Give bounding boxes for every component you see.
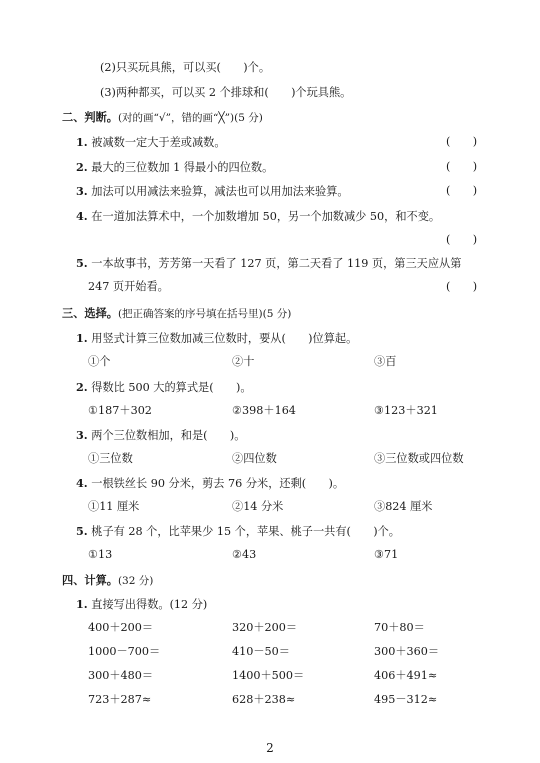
calc-expression: 300＋360＝ <box>374 645 440 658</box>
item-number: 3. <box>76 184 88 198</box>
item-text: 最大的三位数加 1 得最小的四位数。 <box>91 161 274 174</box>
item-number: 5. <box>76 256 88 270</box>
item-number: 2. <box>76 160 88 174</box>
answer-paren: ( ) <box>446 135 478 148</box>
section-4-heading <box>62 573 153 588</box>
item-number: 4. <box>76 476 88 490</box>
section-4-title: 四、计算。 <box>62 573 118 587</box>
item-text: 桃子有 28 个，比苹果少 15 个，苹果、桃子一共有( )个。 <box>91 525 400 538</box>
answer-paren: ( ) <box>446 233 478 246</box>
section-2-title: 二、判断。 <box>62 110 118 124</box>
item-text: 一本故事书，芳芳第一天看了 127 页，第二天看了 119 页，第三天应从第 <box>91 257 462 270</box>
option-b: ②43 <box>232 548 257 561</box>
item-number: 1. <box>76 135 88 149</box>
calc-expression: 628＋238≈ <box>232 693 296 706</box>
item-text: 直接写出得数。(12 分) <box>91 598 208 611</box>
section-3-note: (把正确答案的序号填在括号里)(5 分) <box>117 308 292 320</box>
choice-item-4 <box>76 476 344 491</box>
option-b: ②398＋164 <box>232 404 296 417</box>
judge-item-5-continued: 247 页开始看。 <box>88 280 169 293</box>
judge-item-1 <box>76 135 226 150</box>
option-c: ③71 <box>374 548 399 561</box>
calc-expression: 400＋200＝ <box>88 621 154 634</box>
option-a: ①187＋302 <box>88 404 152 417</box>
calc-expression: 1000－700＝ <box>88 645 161 658</box>
option-b: ②十 <box>232 355 255 368</box>
section-2-note: (对的画“√”，错的画“╳”)(5 分) <box>117 112 263 124</box>
calc-subquestion-1 <box>76 597 207 612</box>
item-text: 在一道加法算术中，一个加数增加 50，另一个加数减少 50，和不变。 <box>91 210 441 223</box>
calc-expression: 1400＋500＝ <box>232 669 305 682</box>
answer-paren: ( ) <box>446 184 478 197</box>
section-3-heading <box>62 306 291 321</box>
answer-paren: ( ) <box>446 160 478 173</box>
judge-item-3 <box>76 184 349 199</box>
item-number: 2. <box>76 380 88 394</box>
item-number: 5. <box>76 524 88 538</box>
judge-item-4 <box>76 209 440 224</box>
option-a: ①三位数 <box>88 452 133 465</box>
option-a: ①11 厘米 <box>88 500 140 513</box>
option-a: ①13 <box>88 548 113 561</box>
calc-expression: 495－312≈ <box>374 693 438 706</box>
judge-item-2 <box>76 160 273 175</box>
section-4-note: (32 分) <box>117 575 154 587</box>
item-text: 一根铁丝长 90 分米，剪去 76 分米，还剩( )。 <box>91 477 345 490</box>
option-b: ②四位数 <box>232 452 277 465</box>
section-2-heading <box>62 110 263 125</box>
calc-expression: 406＋491≈ <box>374 669 438 682</box>
calc-expression: 410－50＝ <box>232 645 290 658</box>
item-number: 1. <box>76 331 88 345</box>
item-text: 两个三位数相加，和是( )。 <box>91 429 246 442</box>
section-3-title: 三、选择。 <box>62 306 118 320</box>
option-b: ②14 分米 <box>232 500 284 513</box>
choice-item-5 <box>76 524 400 539</box>
page-number: 2 <box>266 741 274 755</box>
judge-item-5 <box>76 256 461 271</box>
option-c: ③百 <box>374 355 397 368</box>
calc-expression: 320＋200＝ <box>232 621 298 634</box>
calc-expression: 70＋80＝ <box>374 621 425 634</box>
item-text: 用竖式计算三位数加减三位数时，要从( )位算起。 <box>91 332 358 345</box>
option-c: ③824 厘米 <box>374 500 433 513</box>
item-number: 4. <box>76 209 88 223</box>
choice-item-1 <box>76 331 357 346</box>
item-text: 得数比 500 大的算式是( )。 <box>91 381 252 394</box>
calc-expression: 300＋480＝ <box>88 669 154 682</box>
item-text: 被减数一定大于差或减数。 <box>91 136 226 149</box>
calc-expression: 723＋287≈ <box>88 693 152 706</box>
item-number: 3. <box>76 428 88 442</box>
question-2-3: (2)只买玩具熊，可以买( )个。 <box>100 61 271 74</box>
item-number: 1. <box>76 597 88 611</box>
question-3-3: (3)两种都买，可以买 2 个排球和( )个玩具熊。 <box>100 86 352 99</box>
choice-item-3 <box>76 428 245 443</box>
option-c: ③123＋321 <box>374 404 438 417</box>
item-text: 加法可以用减法来验算，减法也可以用加法来验算。 <box>91 185 349 198</box>
answer-paren: ( ) <box>446 280 478 293</box>
choice-item-2 <box>76 380 252 395</box>
option-a: ①个 <box>88 355 111 368</box>
option-c: ③三位数或四位数 <box>374 452 464 465</box>
